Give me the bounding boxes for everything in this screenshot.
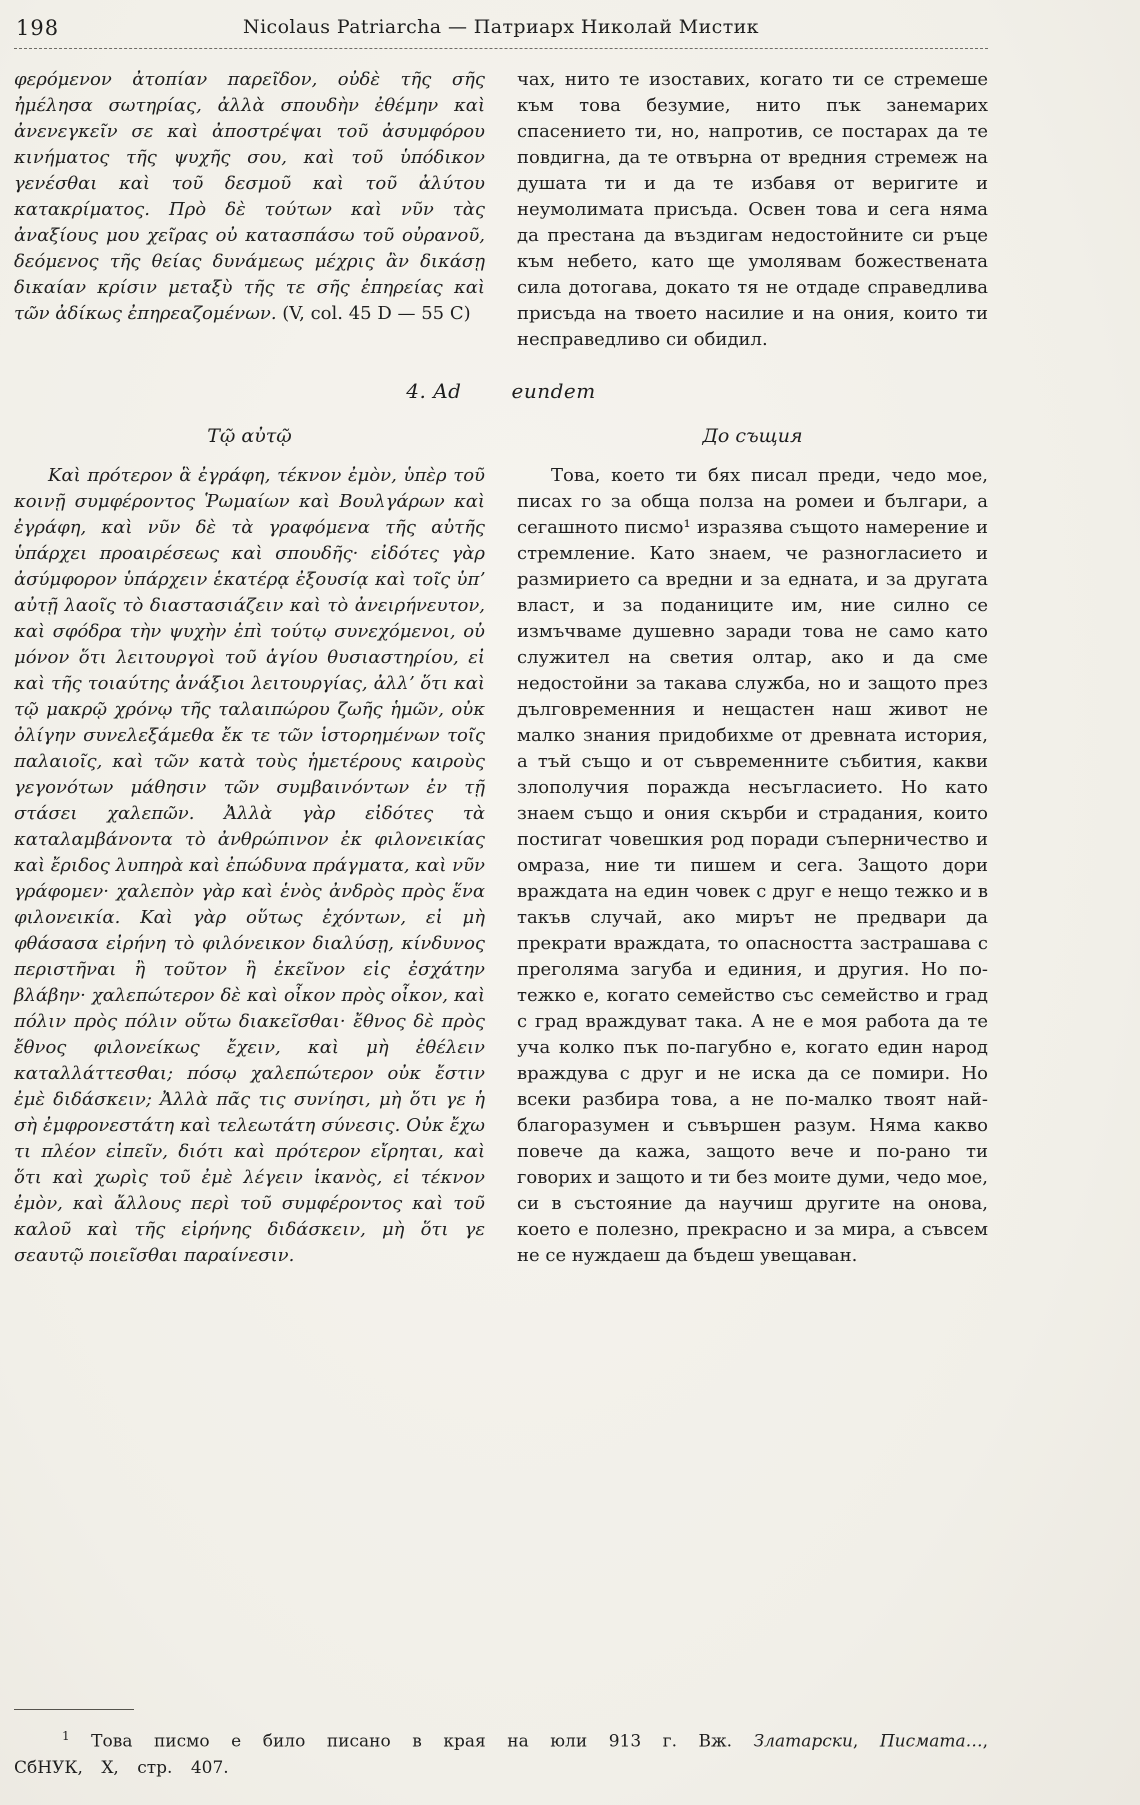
footnote-author: Златарски <box>753 1732 853 1752</box>
section-heading <box>14 379 988 403</box>
footnote-pre: Това писмо е било писано в края на юли 913 г. Вж. <box>91 1732 754 1752</box>
page-number: 198 <box>16 16 60 40</box>
page-header <box>14 16 988 49</box>
greek-text-column <box>14 67 485 353</box>
greek-text-2: Καὶ πρότερον ἃ ἐγράφη, τέκνον ἐμὸν, ὑπὲρ τοῦ κοινῇ συμφέροντος Ῥωμαίων καὶ Βουλγάρων καὶ ἐγράφη, καὶ νῦν δὲ τὰ γραφόμενα τῆς αὐτῆς ὑπάρχει προαιρέσεως καὶ σπουδῆς· εἰδότες γὰρ ἀσύμφορον ὑπάρχειν ἑκατέρᾳ ἐξουσίᾳ καὶ τοῖς ὑπʼ αὐτῇ λαοῖς τὸ διαστασιάζειν καὶ τὸ ἀνειρήνευτον, καὶ σφόδρα τὴν ψυχὴν ἐπὶ τούτῳ συνεχόμενοι, οὐ μόνον ὅτι λειτουργοὶ τοῦ ἁγίου θυσιαστηρίου, εἰ καὶ τῆς τοιαύτης ἀνάξιοι λειτουργίας, ἀλλʼ ὅτι καὶ τῷ μακρῷ χρόνῳ τῆς ταλαιπώρου ζωῆς ἡμῶν, οὐκ ὀλίγην συνελεξάμεθα ἔκ τε τῶν ἱστορημένων τοῖς παλαιοῖς, καὶ τῶν κατὰ τοὺς ἡμετέρους καιροὺς γεγονότων μάθησιν τῶν συμβαινόντων ἐν τῇ στάσει χαλεπῶν. Ἀλλὰ γὰρ εἰδότες τὰ καταλαμβάνοντα τὸ ἀνθρώπινον ἐκ φιλονεικίας καὶ ἔριδος λυπηρὰ καὶ ἐπώδυνα πράγματα, καὶ νῦν γράφομεν· χαλεπὸν γὰρ καὶ ἑνὸς ἀνδρὸς πρὸς ἕνα φιλονεικία. Καὶ γὰρ οὕτως ἐχόντων, εἰ μὴ φθάσασα εἰρήνη τὸ φιλόνεικον διαλύσῃ, κίνδυνος περιστῆναι ἢ τοῦτον ἢ ἐκεῖνον εἰς ἐσχάτην βλάβην· χαλεπώτερον δὲ καὶ οἶκον πρὸς οἶκον, καὶ πόλιν πρὸς πόλιν οὕτω διακεῖσθαι· ἔθνος δὲ πρὸς ἔθνος φιλονείκως ἔχειν, καὶ μὴ ἐθέλειν καταλλάττεσθαι; πόσῳ χαλεπώτερον οὐκ ἔστιν ἐμὲ διδάσκειν; Ἀλλὰ πᾶς τις συνίησι, μὴ ὅτι γε ἡ σὴ ἐμφρονεστάτη καὶ τελεωτάτη σύνεσις. Οὐκ ἔχω τι πλέον εἰπεῖν, διότι καὶ πρότερον εἴρηται, καὶ ὅτι καὶ χωρὶς τοῦ ἐμὲ λέγειν ἱκανὸς, εἰ τέκνον ἐμὸν, καὶ ἄλλους περὶ τοῦ συμφέροντος καὶ τοῦ καλοῦ καὶ τῆς εἰρήνης διδάσκειν, μὴ ὅτι γε σεαυτῷ ποιεῖσθαι παραίνεσιν. <box>14 465 485 1266</box>
bulgarian-text-2: Това, което ти бях писал преди, чедо мое, писах го за обща полза на ромеи и българи, а сегашното писмо¹ изразява същото намерение и стремление. Като знаем, че разногласието и размирието са вредни и за едната, и за другата власт, и за поданиците им, ние силно се измъчваме душевно заради това не само като служител на светия олтар, ако и да сме недостойни за такава служба, но и защото през дълговременния и нещастен наш живот не малко знания придобихме от древната история, а тъй също и от съвременните събития, какви злополучия поражда несъгласието. Но като знаем също и ония скърби и страдания, които постигат човешкия род поради съперничество и омраза, ние ти пишем и сега. Защото дори враждата на един човек с друг е нещо тежко и в такъв случай, ако мирът не предвари да прекрати враждата, то опасността застрашава с преголяма загуба и единия, и другия. Но по-тежко е, когато семейство със семейство и град с град враждуват така. А не е моя работа да те уча колко пък по-пагубно е, когато един народ враждува с друг и не иска да се помири. Но всеки разбира това, а не по-малко твоят най-благоразумен и съвършен разум. Няма какво повече да кажа, защото вече и по-рано ти говорих и защото и ти без моите думи, чедо мое, си в състояние да научиш другите на онова, което е полезно, прекрасно и за мира, а съвсем не се нуждаеш да бъдеш увещаван. <box>517 465 988 1266</box>
greek-text-1: φερόμενον ἀτοπίαν παρεῖδον, οὐδὲ τῆς σῆς ἠμέλησα σωτηρίας, ἀλλὰ σπουδὴν ἐθέμην καὶ ἀνενεγκεῖν σε καὶ ἀποστρέψαι τοῦ ἀσυμφόρου κινήματος τῆς ψυχῆς σου, καὶ τοῦ ὑπόδικον γενέσθαι καὶ τοῦ δεσμοῦ καὶ τοῦ ἀλύτου κατακρίματος. Πρὸ δὲ τούτων καὶ νῦν τὰς ἀναξίους μου χεῖρας οὐ κατασπάσω τοῦ οὐρανοῦ, δεόμενος τῆς θείας δυνάμεως μέχρις ἂν δικάσῃ δικαίαν κρίσιν μεταξὺ τῆς τε σῆς ἐπηρείας καὶ τῶν ἀδίκως ἐπηρεαζομένων. <box>14 69 485 324</box>
source-citation: (V, col. 45 D — 55 C) <box>282 303 471 324</box>
section-heading-number-and-ad: 4. Ad <box>406 379 462 403</box>
footnote-block <box>14 1697 988 1781</box>
footnote-post: , СбНУК, X, стр. 407. <box>14 1732 989 1778</box>
text-section-continuation <box>14 67 988 353</box>
footnote-rule <box>14 1709 134 1710</box>
bulgarian-text-1: чах, нито те изоставих, когато ти се стремеше към това безумие, нито пък занемарих спасението ти, но, напротив, се постарах да те повдигна, да те отвърна от вредния стремеж на душата ти и да те избавя от веригите и неумолимата присъда. Освен това и сега няма да престана да въздигам недостойните си ръце към небето, като ще умолявам божествената сила дотогава, докато тя не отдаде справедлива присъда на твоето насилие и на ония, които ти несправедливо си обидил. <box>517 69 988 350</box>
section-heading-eundem: eundem <box>511 379 596 403</box>
footnote-text <box>14 1723 988 1781</box>
footnote-work-title: Писмата… <box>879 1732 983 1752</box>
footnote-marker: 1 <box>62 1729 70 1744</box>
text-section-letter-4 <box>14 463 988 1269</box>
footnote-mid: , <box>852 1732 880 1752</box>
running-title: Nicolaus Patriarcha — Патриарх Николай Мистик <box>243 16 759 38</box>
column-titles <box>14 425 988 447</box>
bulgarian-column-title: До същия <box>702 425 803 447</box>
greek-column-title: Τῷ αὐτῷ <box>207 425 292 447</box>
